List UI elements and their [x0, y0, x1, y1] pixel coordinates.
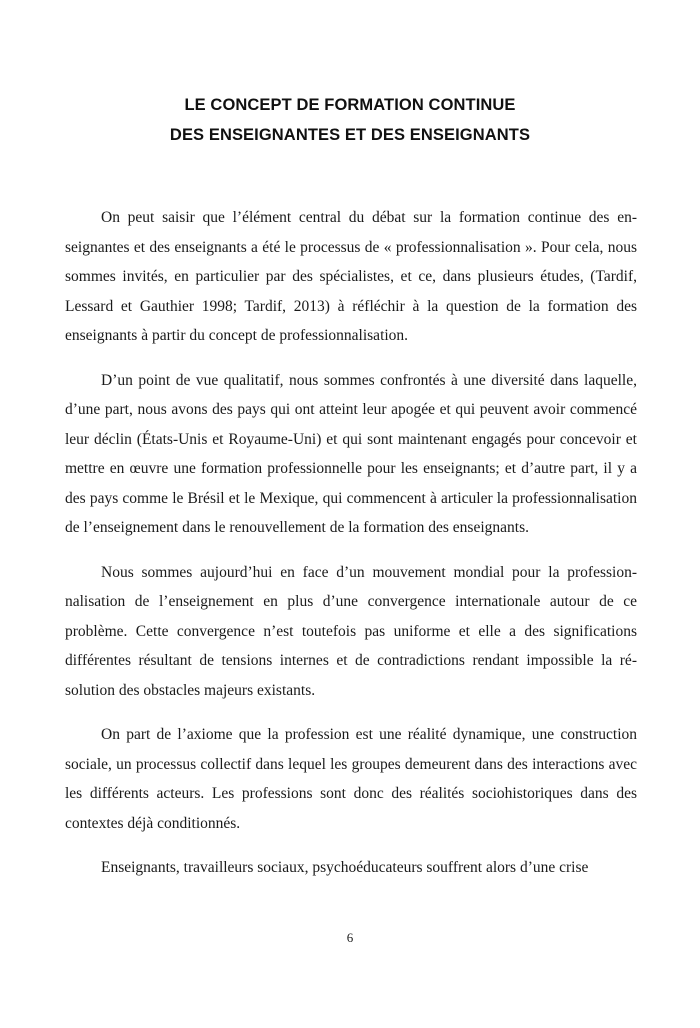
chapter-title-line-2: DES ENSEIGNANTES ET DES ENSEIGNANTS: [169, 126, 531, 144]
paragraph-3: Nous sommes aujourd’hui en face d’un mouvement mondial pour la professionnalisation de l’enseignement en plus d’une convergence internationale autour de ce problème. Cette convergence n’est toutefois pas uniforme et elle a des significations différentes résultant de tensions internes et de contradictions rendant impossible la résolution des obstacles majeurs existants.: [65, 563, 637, 699]
paragraph-5: Enseignants, travailleurs sociaux, psychoéducateurs souffrent alors d’une crise: [101, 859, 589, 876]
paragraph-1: On peut saisir que l’élément central du débat sur la formation continue des enseignantes et des enseignants a été le processus de « professionnalisation ». Pour cela, nous sommes invités, en particulier par des spécialistes, et ce, dans plusieurs études, (Tardif, Lessard et Gauthier 1998; Tardif, 2013) à réfléchir à la question de la formation des enseignants à partir du concept de professionnalisation.: [65, 209, 637, 344]
body-text: [65, 203, 637, 898]
paragraph-2: D’un point de vue qualitatif, nous sommes confrontés à une diversité dans laquelle, d’une part, nous avons des pays qui ont atteint leur apogée et qui peuvent avoir commencé leur déclin (États-Unis et Royaume-Uni) et qui sont maintenant engagés pour concevoir et mettre en œuvre une formation professionnelle pour les enseignants; et d’autre part, il y a des pays comme le Brésil et le Mexique, qui commencent à articuler la professionnalisation de l’enseignement dans le renouvellement de la formation des enseignants.: [65, 371, 637, 536]
paragraph-4: On part de l’axiome que la profession est une réalité dynamique, une construction sociale, un processus collectif dans lequel les groupes demeurent dans des interactions avec les différents acteurs. Les professions sont donc des réalités sociohistoriques dans des contextes déjà conditionnés.: [65, 726, 637, 832]
page-number: 6: [346, 930, 354, 945]
chapter-title-line-1: LE CONCEPT DE FORMATION CONTINUE: [184, 96, 516, 114]
